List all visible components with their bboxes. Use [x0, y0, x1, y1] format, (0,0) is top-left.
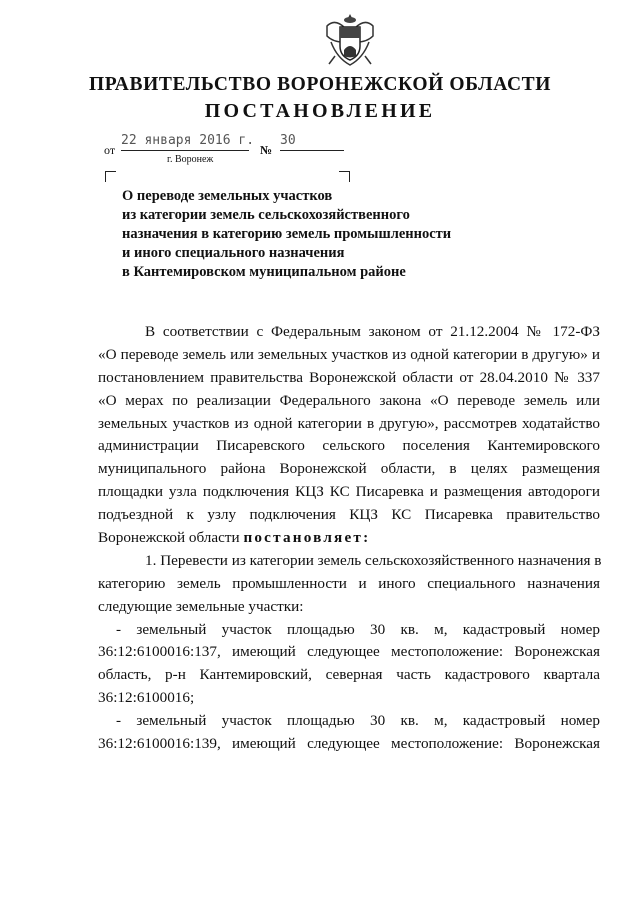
- title-left-bracket: [105, 171, 116, 182]
- title-line: О переводе земельных участков: [122, 188, 333, 204]
- body-line: область, р-н Кантемировский, северная часть кадастрового квартала: [98, 666, 600, 684]
- body-line: следующие земельные участки:: [98, 597, 304, 615]
- title-line: в Кантемировском муниципальном районе: [122, 264, 406, 280]
- body-line: «О мерах по реализации Федерального закона «О переводе земель или: [98, 391, 600, 409]
- body-line: [98, 527, 600, 550]
- body-line: категорию земель промышленности и иного специального назначения: [98, 574, 600, 592]
- city-label: г. Воронеж: [167, 154, 214, 165]
- title-line: и иного специального назначения: [122, 245, 345, 261]
- body-line: муниципального района Воронежской области, в целях размещения: [98, 460, 600, 478]
- document-title: [122, 187, 451, 282]
- body-line: - земельный участок площадью 30 кв. м, кадастровый номер: [116, 620, 600, 638]
- body-line: В соответствии с Федеральным законом от 21.12.2004 № 172-ФЗ: [145, 323, 600, 340]
- document-number: 30: [280, 133, 344, 151]
- title-line: из категории земель сельскохозяйственного: [122, 207, 410, 223]
- document-type: ПОСТАНОВЛЕНИЕ: [204, 100, 436, 122]
- title-right-bracket: [339, 171, 350, 182]
- body-line: подъездной к узлу подключения КЦЗ КС Писаревка правительство: [98, 506, 600, 524]
- body-line: «О переводе земель или земельных участков из одной категории в другую» и: [98, 345, 600, 363]
- date-prefix-label: от: [104, 143, 116, 157]
- body-line: 1. Перевести из категории земель сельскохозяйственного назначения в: [145, 551, 602, 569]
- body-line: 36:12:6100016:137, имеющий следующее местоположение: Воронежская: [98, 643, 600, 661]
- document-date: 22 января 2016 г.: [121, 133, 249, 151]
- decree-verb: постановляет:: [243, 529, 371, 547]
- body-text: Воронежской области: [98, 529, 244, 547]
- body-line: постановлением правительства Воронежской области от 28.04.2010 № 337: [98, 368, 600, 386]
- coat-of-arms-icon: [321, 12, 379, 68]
- document-body: [98, 321, 600, 756]
- body-line: 36:12:6100016:139, имеющий следующее местоположение: Воронежская: [98, 735, 600, 753]
- body-line: администрации Писаревского сельского поселения Кантемировского: [98, 437, 600, 455]
- body-line: площадки узла подключения КЦЗ КС Писаревка и размещения автодороги: [98, 483, 600, 501]
- body-line: 36:12:6100016;: [98, 689, 195, 707]
- body-line: земельных участков из одной категории в другую», рассмотрев ходатайство: [98, 414, 600, 432]
- title-line: назначения в категорию земель промышленности: [122, 226, 452, 242]
- government-name: ПРАВИТЕЛЬСТВО ВОРОНЕЖСКОЙ ОБЛАСТИ: [89, 74, 551, 95]
- body-line: - земельный участок площадью 30 кв. м, кадастровый номер: [116, 712, 600, 730]
- number-label: №: [260, 143, 273, 157]
